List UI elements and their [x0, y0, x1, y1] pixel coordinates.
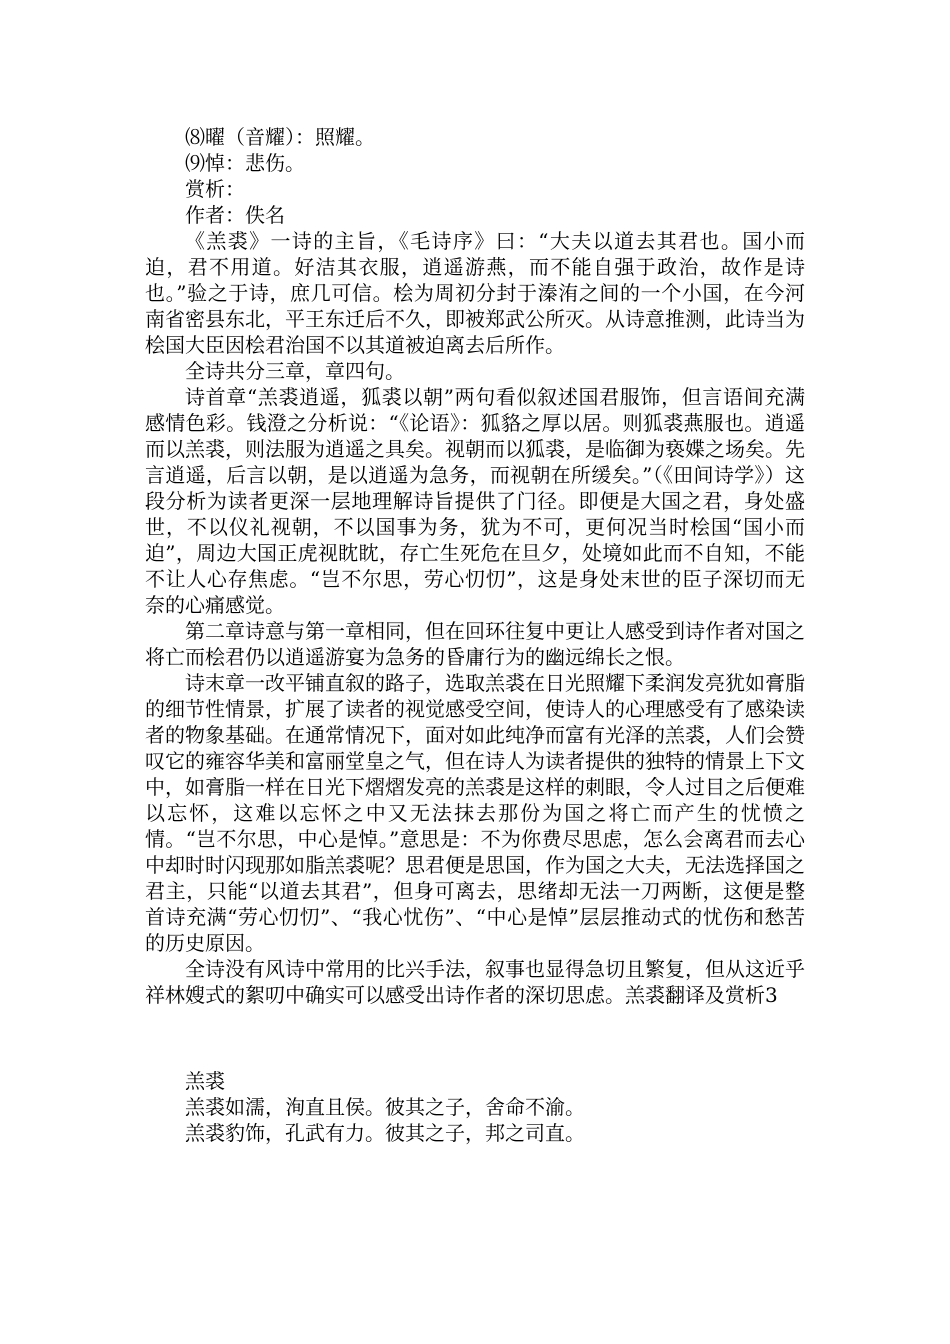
poem-line-1: 羔裘如濡，洵直且侯。彼其之子，舍命不渝。 [185, 1095, 585, 1119]
document-body [145, 124, 805, 1146]
paragraph-theme: 《羔裘》一诗的主旨，《毛诗序》曰：“大夫以道去其君也。国小而迫，君不用道。好洁其衣服，逍遥游燕，而不能自强于政治，故作是诗也。”验之于诗，庶几可信。桧为周初分封于溱洧之间的一个小国，在今河南省密县东北，平王东迁后不久，即被郑武公所灭。从诗意推测，此诗当为桧国大臣因桧君治国不以其道被迫离去后所作。 [145, 229, 805, 357]
appreciation-heading: 赏析： [185, 177, 245, 201]
paragraph-chapter-two: 第二章诗意与第一章相同，但在回环往复中更让人感受到诗作者对国之将亡而桧君仍以逍遥游宴为急务的昏庸行为的幽远绵长之恨。 [145, 619, 805, 669]
paragraph-conclusion: 全诗没有风诗中常用的比兴手法，叙事也显得急切且繁复，但从这近乎祥林嫂式的絮叨中确实可以感受出诗作者的深切思虑。羔裘翻译及赏析3 [145, 957, 805, 1007]
section-gap [145, 1008, 805, 1068]
poem-line-2: 羔裘豹饰，孔武有力。彼其之子，邦之司直。 [185, 1121, 585, 1145]
paragraph-chapter-one: 诗首章“羔裘逍遥，狐裘以朝”两句看似叙述国君服饰，但言语间充满感情色彩。钱澄之分析说：“《论语》：狐貉之厚以居。则狐裘燕服也。逍遥而以羔裘，则法服为逍遥之具矣。视朝而以狐裘，是临御为亵媟之场矣。先言逍遥，后言以朝，是以逍遥为急务，而视朝在所缓矣。”（《田间诗学》）这段分析为读者更深一层地理解诗旨提供了门径。即便是大国之君，身处盛世，不以仪礼视朝，不以国事为务，犹为不可，更何况当时桧国“国小而迫”，周边大国正虎视眈眈，存亡生死危在旦夕，处境如此而不自知，不能不让人心存焦虑。“岂不尔思，劳心忉忉”，这是身处末世的臣子深切而无奈的心痛感觉。 [145, 385, 805, 617]
annotation-8: ⑻曜（音耀）：照耀。 [185, 125, 375, 149]
paragraph-chapter-three: 诗末章一改平铺直叙的路子，选取羔裘在日光照耀下柔润发亮犹如膏脂的细节性情景，扩展了读者的视觉感受空间，使诗人的心理感受有了感染读者的物象基础。在通常情况下，面对如此纯净而富有光泽的羔裘，人们会赞叹它的雍容华美和富丽堂皇之气，但在诗人为读者提供的独特的情景上下文中，如膏脂一样在日光下熠熠发亮的羔裘是这样的刺眼，令人过目之后便难以忘怀，这难以忘怀之中又无法抹去那份为国之将亡而产生的忧愤之情。“岂不尔思，中心是悼。”意思是：不为你费尽思虑，怎么会离君而去心中却时时闪现那如脂羔裘呢？思君便是思国，作为国之大夫，无法选择国之君主，只能“以道去其君”，但身可离去，思绪却无法一刀两断，这便是整首诗充满“劳心忉忉”、“我心忧伤”、“中心是悼”层层推动式的忧伤和愁苦的历史原因。 [145, 671, 805, 955]
paragraph-structure: 全诗共分三章，章四句。 [185, 359, 405, 383]
author-line: 作者：佚名 [185, 203, 285, 227]
annotation-9: ⑼悼：悲伤。 [185, 151, 305, 175]
poem-title: 羔裘 [185, 1069, 225, 1093]
